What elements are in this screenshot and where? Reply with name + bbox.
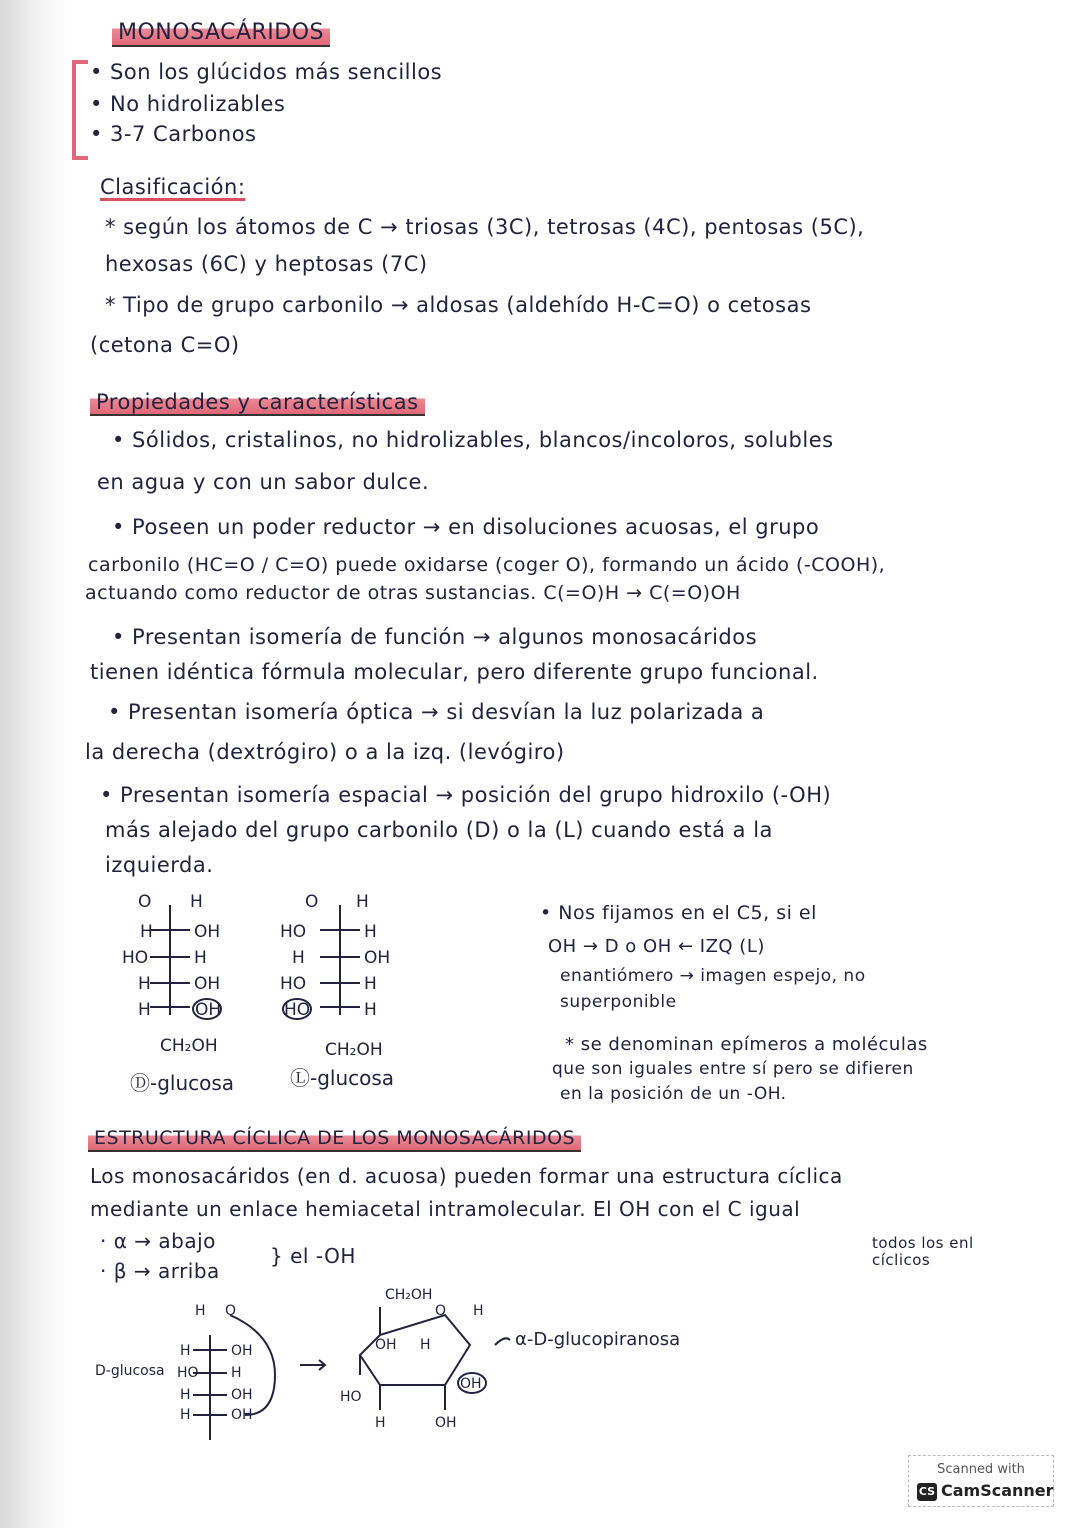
svg-text:OH: OH — [194, 974, 221, 994]
text-line: en agua y con un sabor dulce. — [97, 470, 430, 494]
svg-text:H: H — [364, 974, 377, 994]
text-line: • Poseen un poder reductor → en disoluciones acuosas, el grupo — [112, 515, 820, 539]
note-line: * se denominan epímeros a moléculas — [565, 1034, 928, 1055]
svg-text:H: H — [375, 1415, 386, 1431]
svg-text:OH: OH — [231, 1407, 253, 1423]
fischer-projections — [110, 885, 470, 1110]
svg-text:CH₂OH: CH₂OH — [385, 1287, 433, 1303]
intro-item: • Son los glúcidos más sencillos — [90, 60, 443, 84]
text-line: actuando como reductor de otras sustancias. C(=O)H → C(=O)OH — [85, 582, 741, 604]
svg-text:OH: OH — [195, 1000, 222, 1020]
svg-text:H: H — [190, 892, 203, 912]
svg-text:OH: OH — [194, 922, 221, 942]
text-line: izquierda. — [105, 853, 214, 877]
text-line: * según los átomos de C → triosas (3C), tetrosas (4C), pentosas (5C), — [105, 215, 865, 239]
badge-line2: CamScanner — [941, 1481, 1054, 1500]
svg-text:OH: OH — [231, 1387, 253, 1403]
text-line: tienen idéntica fórmula molecular, pero diferente grupo funcional. — [90, 660, 819, 684]
badge-line1: Scanned with — [937, 1462, 1025, 1477]
scan-edge — [0, 0, 68, 1528]
d-glucosa-label: Ⓓ-glucosa — [130, 1071, 235, 1095]
svg-text:OH: OH — [364, 948, 391, 968]
brace-label: } el -OH — [270, 1244, 356, 1268]
svg-text:HO: HO — [177, 1365, 199, 1381]
svg-text:OH: OH — [460, 1376, 482, 1392]
svg-text:HO: HO — [340, 1389, 362, 1405]
text-line: (cetona C=O) — [90, 333, 240, 357]
svg-text:H: H — [420, 1337, 431, 1353]
title-monosacaridos: MONOSACÁRIDOS — [112, 20, 330, 47]
intro-item: • 3-7 Carbonos — [90, 122, 257, 146]
text-line: carbonilo (HC=O / C=O) puede oxidarse (coger O), formando un ácido (-COOH), — [88, 554, 886, 576]
svg-text:H: H — [140, 922, 153, 942]
ciclica-heading: ESTRUCTURA CÍCLICA DE LOS MONOSACÁRIDOS — [88, 1128, 581, 1152]
note-line: en la posición de un -OH. — [560, 1084, 787, 1104]
svg-text:HO: HO — [284, 1000, 311, 1020]
note-line: • Nos fijamos en el C5, si el — [540, 902, 817, 924]
svg-text:HO: HO — [280, 974, 307, 994]
text-line: Los monosacáridos (en d. acuosa) pueden formar una estructura cíclica — [90, 1164, 843, 1188]
cyclic-note: todos los enl cíclicos — [872, 1234, 974, 1270]
note-line: enantiómero → imagen espejo, no — [560, 966, 866, 986]
propiedades-heading: Propiedades y características — [90, 390, 425, 416]
svg-text:H: H — [356, 892, 369, 912]
svg-text:H: H — [292, 948, 305, 968]
note-line: superponible — [560, 992, 677, 1012]
svg-text:O: O — [435, 1303, 447, 1319]
text-line: * Tipo de grupo carbonilo → aldosas (aldehído H-C=O) o cetosas — [105, 293, 812, 317]
l-glucosa-label: Ⓛ-glucosa — [290, 1066, 395, 1090]
note-line: OH → D o OH ← IZQ (L) — [548, 936, 765, 957]
d-glucosa-label: D-glucosa — [95, 1363, 165, 1379]
text-line: la derecha (dextrógiro) o a la izq. (levógiro) — [85, 740, 565, 764]
svg-text:H: H — [180, 1407, 191, 1423]
clasificacion-heading: Clasificación: — [100, 175, 246, 199]
alpha-line: · α → abajo — [100, 1229, 216, 1253]
note-line: que son iguales entre sí pero se difieren — [552, 1059, 914, 1079]
text-line: • Presentan isomería de función → algunos monosacáridos — [112, 625, 758, 649]
svg-text:CH₂OH: CH₂OH — [325, 1040, 383, 1060]
svg-text:H: H — [180, 1387, 191, 1403]
product-label: α-D-glucopiranosa — [515, 1329, 681, 1350]
svg-text:CH₂OH: CH₂OH — [160, 1036, 218, 1056]
svg-text:H: H — [473, 1303, 484, 1319]
svg-text:O: O — [225, 1303, 237, 1319]
svg-text:OH: OH — [375, 1337, 397, 1353]
svg-text:H: H — [231, 1365, 242, 1381]
svg-text:OH: OH — [435, 1415, 457, 1431]
svg-text:H: H — [364, 922, 377, 942]
camscanner-logo-icon: CS — [917, 1483, 937, 1501]
svg-text:H: H — [180, 1343, 191, 1359]
svg-text:H: H — [138, 1000, 151, 1020]
svg-text:H: H — [138, 974, 151, 994]
text-line: mediante un enlace hemiacetal intramolecular. El OH con el C igual — [90, 1197, 801, 1221]
camscanner-badge — [908, 1455, 1054, 1507]
text-line: • Sólidos, cristalinos, no hidrolizables, blancos/incoloros, solubles — [112, 428, 834, 452]
text-line: hexosas (6C) y heptosas (7C) — [105, 252, 428, 276]
svg-text:HO: HO — [280, 922, 307, 942]
cyclization-diagram — [95, 1285, 735, 1465]
text-line: • Presentan isomería espacial → posición del grupo hidroxilo (-OH) — [100, 783, 832, 807]
svg-text:O: O — [305, 892, 319, 912]
text-line: más alejado del grupo carbonilo (D) o la (L) cuando está a la — [105, 818, 773, 842]
text-line: • Presentan isomería óptica → si desvían la luz polarizada a — [108, 700, 765, 724]
beta-line: · β → arriba — [100, 1259, 220, 1283]
svg-text:H: H — [195, 1303, 206, 1319]
bracket-decoration — [72, 60, 88, 160]
svg-text:H: H — [364, 1000, 377, 1020]
svg-text:HO: HO — [122, 948, 149, 968]
svg-text:H: H — [194, 948, 207, 968]
intro-item: • No hidrolizables — [90, 92, 286, 116]
svg-text:O: O — [138, 892, 152, 912]
svg-text:OH: OH — [231, 1343, 253, 1359]
